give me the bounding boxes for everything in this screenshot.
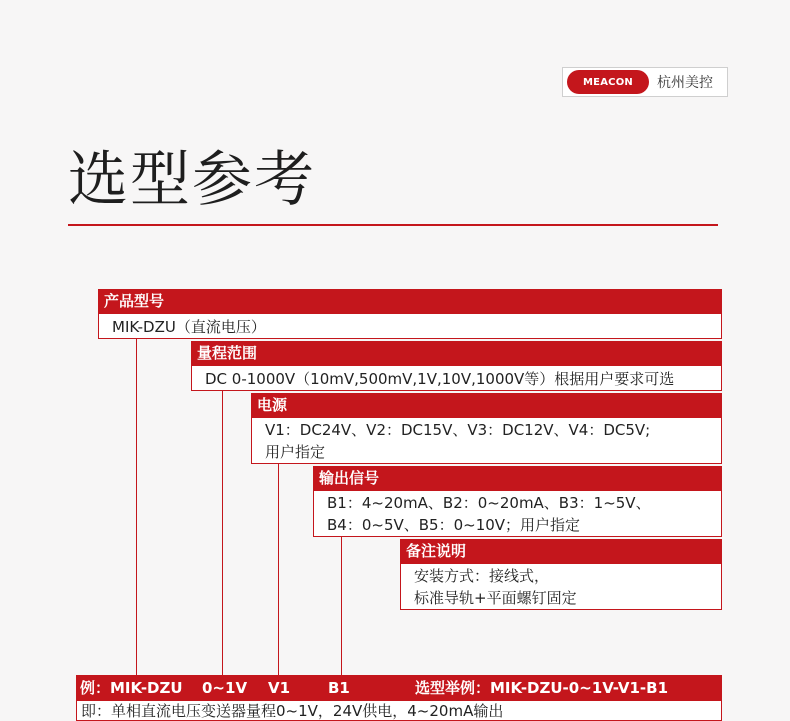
section-line: B4：0~5V、B5：0~10V；用户指定 xyxy=(327,516,581,534)
connector-line-output xyxy=(341,537,342,675)
section-header-output: 输出信号 xyxy=(313,466,722,491)
company-logo xyxy=(562,67,728,97)
section-line: DC 0-1000V（10mV,500mV,1V,10V,1000V等）根据用户要求可选 xyxy=(205,370,675,388)
example-range: 0~1V xyxy=(202,679,248,697)
connector-line-power xyxy=(278,464,279,675)
section-box-notes xyxy=(400,564,722,610)
example-label: 例：MIK-DZU xyxy=(80,679,183,697)
section-box-output xyxy=(313,491,722,537)
example-power: V1 xyxy=(268,679,291,697)
example-note: 即：单相直流电压变送器量程0~1V，24V供电，4~20mA输出 xyxy=(76,701,722,721)
section-line: V1：DC24V、V2：DC15V、V3：DC12V、V4：DC5V; xyxy=(265,421,651,439)
connector-line-range xyxy=(222,391,223,675)
section-box-power xyxy=(251,418,722,464)
page-title: 选型参考 xyxy=(68,145,316,215)
section-header-model: 产品型号 xyxy=(98,289,722,314)
section-line: 安装方式：接线式， xyxy=(414,567,550,585)
section-line: MIK-DZU（直流电压） xyxy=(112,318,266,336)
section-box-range xyxy=(191,366,722,391)
title-divider xyxy=(68,224,718,226)
section-line: B1：4~20mA、B2：0~20mA、B3：1~5V、 xyxy=(327,494,651,512)
section-header-power: 电源 xyxy=(251,393,722,418)
section-box-model xyxy=(98,314,722,339)
company-name: 杭州美控 xyxy=(657,75,713,91)
section-line: 标准导轨+平面螺钉固定 xyxy=(414,589,577,607)
section-header-range: 量程范围 xyxy=(191,341,722,366)
connector-line-model xyxy=(136,339,137,675)
example-bar xyxy=(76,675,722,701)
example-selection: 选型举例：MIK-DZU-0~1V-V1-B1 xyxy=(415,679,669,697)
example-output: B1 xyxy=(328,679,350,697)
meacon-logo-badge: MEACON xyxy=(567,70,649,94)
section-line: 用户指定 xyxy=(265,443,326,461)
section-header-notes: 备注说明 xyxy=(400,539,722,564)
